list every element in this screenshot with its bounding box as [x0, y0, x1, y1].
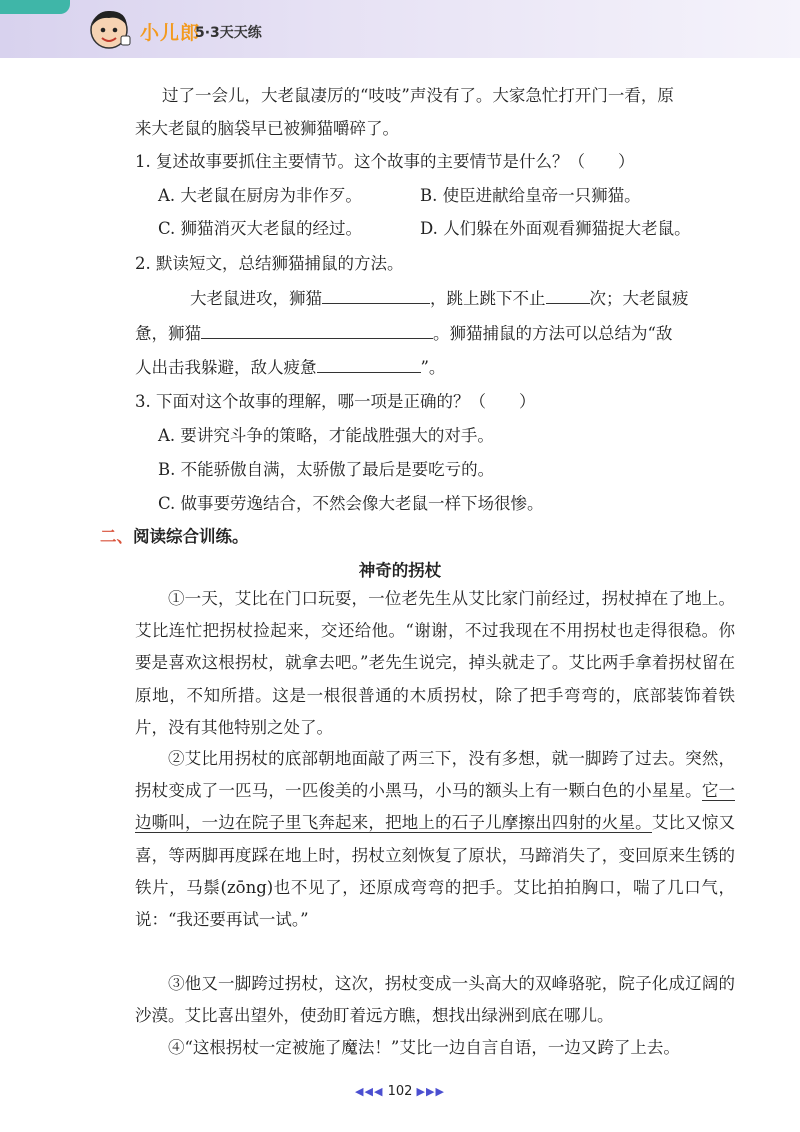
story-p2-part-a: ②艾比用拐杖的底部朝地面敲了两三下，没有多想，就一脚跨了过去。突然，拐杖变成了一匹马，一匹俊美的小黑马，小马的额头上有一颗白色的小星星。 [135, 749, 735, 801]
question-3-stem: 3. 下面对这个故事的理解，哪一项是正确的？（ ） [135, 392, 536, 411]
section-2-heading [100, 523, 249, 547]
q2-text-1c: 次；大老鼠疲 [589, 289, 689, 308]
q2-blank-4[interactable] [317, 356, 421, 373]
q2-text-2b: 。狮猫捕鼠的方法可以总结为“敌 [433, 324, 673, 343]
question-1-option-c: C. 狮猫消灭大老鼠的经过。 [158, 219, 363, 238]
story-paragraph-4: ④“这根拐杖一定被施了魔法！”艾比一边自言自语，一边又跨了上去。 [168, 1038, 680, 1057]
page-footer [0, 1084, 800, 1099]
question-1-option-a: A. 大老鼠在厨房为非作歹。 [158, 186, 362, 205]
question-3-option-c: C. 做事要劳逸结合，不然会像大老鼠一样下场很惨。 [158, 494, 544, 513]
question-1-option-b: B. 使臣进献给皇帝一只狮猫。 [420, 186, 641, 205]
question-3-option-b: B. 不能骄傲自满，太骄傲了最后是要吃亏的。 [158, 460, 495, 479]
question-2-line-3 [135, 354, 445, 378]
q2-blank-3[interactable] [201, 322, 433, 339]
question-1-option-d: D. 人们躲在外面观看狮猫捉大老鼠。 [420, 219, 691, 238]
series-name: 5·3天天练 [195, 25, 262, 41]
question-2-line-1 [190, 285, 689, 309]
story-paragraph-3: ③他又一脚跨过拐杖，这次，拐杖变成一头高大的双峰骆驼，院子化成辽阔的沙漠。艾比喜出望外，使劲盯着远方瞧，想找出绿洲到底在哪儿。 [135, 974, 735, 1026]
story-title: 神奇的拐杖 [358, 561, 442, 580]
q2-text-3b: ”。 [420, 358, 446, 377]
question-3-option-a: A. 要讲究斗争的策略，才能战胜强大的对手。 [158, 426, 494, 445]
page-number: 102 [387, 1084, 413, 1099]
mascot-icon [86, 6, 132, 52]
passage-line-1: 过了一会儿，大老鼠凄厉的“吱吱”声没有了。大家急忙打开门一看，原 [162, 86, 674, 105]
q2-text-1b: ，跳上跳下不止 [430, 289, 546, 308]
next-arrows-icon: ▶▶▶ [416, 1085, 445, 1098]
q2-text-1a: 大老鼠进攻，狮猫 [190, 289, 322, 308]
q2-text-2a: 惫，狮猫 [135, 324, 201, 343]
q2-blank-2[interactable] [546, 287, 590, 304]
prev-arrows-icon: ◀◀◀ [355, 1085, 384, 1098]
section-2-title: 阅读综合训练。 [133, 527, 249, 546]
story-p2-underlined-sentence: 它一边嘶叫，一边在院子里飞奔起来，把地上的石子儿摩擦出四射的火星。 [135, 781, 736, 833]
question-2-stem: 2. 默读短文，总结狮猫捕鼠的方法。 [135, 254, 404, 273]
story-paragraph-1: ①一天，艾比在门口玩耍，一位老先生从艾比家门前经过，拐杖掉在了地上。艾比连忙把拐杖捡起来，交还给他。“谢谢，不过我现在不用拐杖也走得很稳。你要是喜欢这根拐杖，就拿去吧。”老先生说完，掉头就走了。艾比两手拿着拐杖留在原地，不知所措。这是一根很普通的木质拐杖，除了把手弯弯的，底部装饰着铁片，没有其他特别之处了。 [135, 589, 735, 737]
story-paragraph-2 [135, 743, 735, 936]
q2-text-3a: 人出击我躲避，敌人疲惫 [135, 358, 317, 377]
question-1-stem: 1. 复述故事要抓住主要情节。这个故事的主要情节是什么？（ ） [135, 152, 635, 171]
question-2-line-2 [135, 320, 672, 344]
passage-line-2: 来大老鼠的脑袋早已被狮猫嚼碎了。 [135, 119, 399, 138]
brand-logo: 小儿郎 [140, 22, 201, 44]
header-corner-tab [0, 0, 70, 14]
story-p2-part-b: 艾比又惊又喜，等两脚再度踩在地上时，拐杖立刻恢复了原状，马蹄消失了，变回原来生锈的铁片，马鬃(zōng)也不见了，还原成弯弯的把手。艾比拍拍胸口，喘了几口气，说：“我还要再试一试。” [135, 813, 736, 929]
section-2-number: 二、 [100, 527, 133, 546]
q2-blank-1[interactable] [322, 287, 430, 304]
